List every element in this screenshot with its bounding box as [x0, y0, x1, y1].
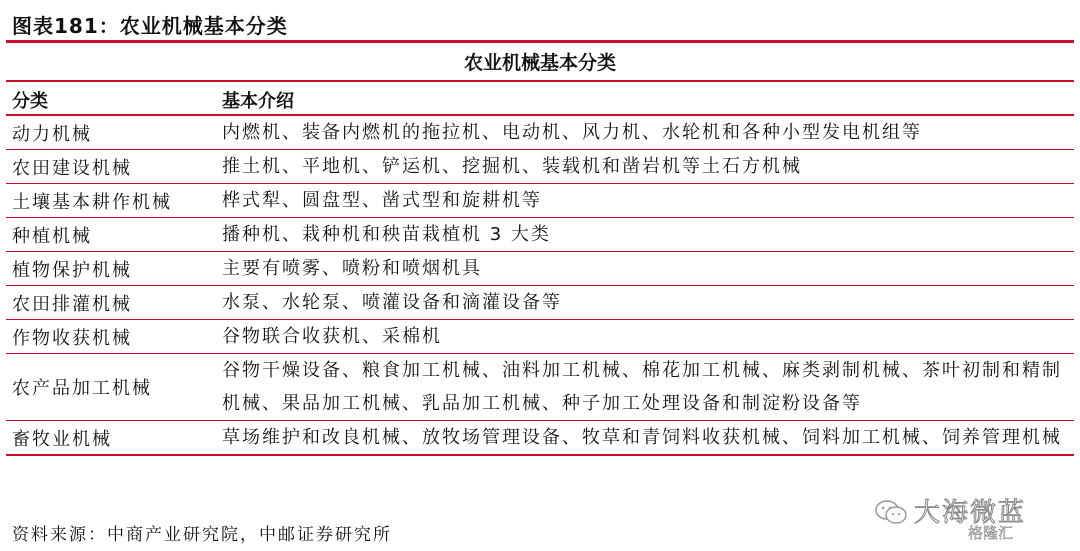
table-row: [6, 150, 1074, 184]
watermark: [868, 486, 1068, 544]
header-top-rule: [6, 80, 1074, 82]
table-row: [6, 184, 1074, 218]
wechat-icon: [874, 498, 908, 526]
watermark-name: 大海微蓝: [914, 498, 1027, 528]
table-row: [6, 286, 1074, 320]
row-category: 农田排灌机械: [12, 293, 132, 315]
header-description: 基本介绍: [222, 91, 294, 112]
row-description: 草场维护和改良机械、放牧场管理设备、牧草和青饲料收获机械、饲料加工机械、饲养管理机械: [222, 427, 1062, 448]
row-category: 动力机械: [12, 123, 92, 145]
table-body: [6, 116, 1074, 456]
row-description: 主要有喷雾、喷粉和喷烟机具: [222, 258, 482, 279]
row-description: 内燃机、装备内燃机的拖拉机、电动机、风力机、水轮机和各种小型发电机组等: [222, 122, 922, 143]
row-category: 植物保护机械: [12, 259, 132, 281]
table-row: [6, 218, 1074, 252]
table-row: [6, 320, 1074, 354]
top-rule: [6, 40, 1074, 43]
source-note: 资料来源：中商产业研究院，中邮证券研究所: [12, 525, 392, 545]
row-description: 水泵、水轮泵、喷灌设备和滴灌设备等: [222, 292, 562, 313]
table-header: [6, 84, 1074, 114]
watermark-sub: 格隆汇: [968, 524, 1014, 542]
table-row: [6, 252, 1074, 286]
row-category: 畜牧业机械: [12, 428, 112, 450]
table-title: 农业机械基本分类: [463, 52, 616, 74]
row-category: 作物收获机械: [12, 327, 132, 349]
row-description: 播种机、栽种机和秧苗栽植机 3 大类: [222, 224, 551, 245]
row-description: 谷物干燥设备、粮食加工机械、油料加工机械、棉花加工机械、麻类剥制机械、茶叶初制和精制机械、果品加工机械、乳品加工机械、种子加工处理设备和制淀粉设备等: [222, 360, 1062, 414]
row-category: 种植机械: [12, 225, 92, 247]
row-category: 农产品加工机械: [12, 378, 152, 399]
row-description: 推土机、平地机、铲运机、挖掘机、装载机和凿岩机等土石方机械: [222, 156, 802, 177]
row-description: 谷物联合收获机、采棉机: [222, 326, 442, 347]
row-description: 桦式犁、圆盘型、凿式型和旋耕机等: [222, 190, 542, 211]
row-category: 农田建设机械: [12, 157, 132, 179]
table-row: [6, 421, 1074, 456]
table-row: [6, 354, 1074, 421]
table-row: [6, 116, 1074, 150]
row-category: 土壤基本耕作机械: [12, 191, 172, 213]
header-category: 分类: [12, 91, 48, 112]
figure-title: 图表181：农业机械基本分类: [12, 14, 288, 38]
